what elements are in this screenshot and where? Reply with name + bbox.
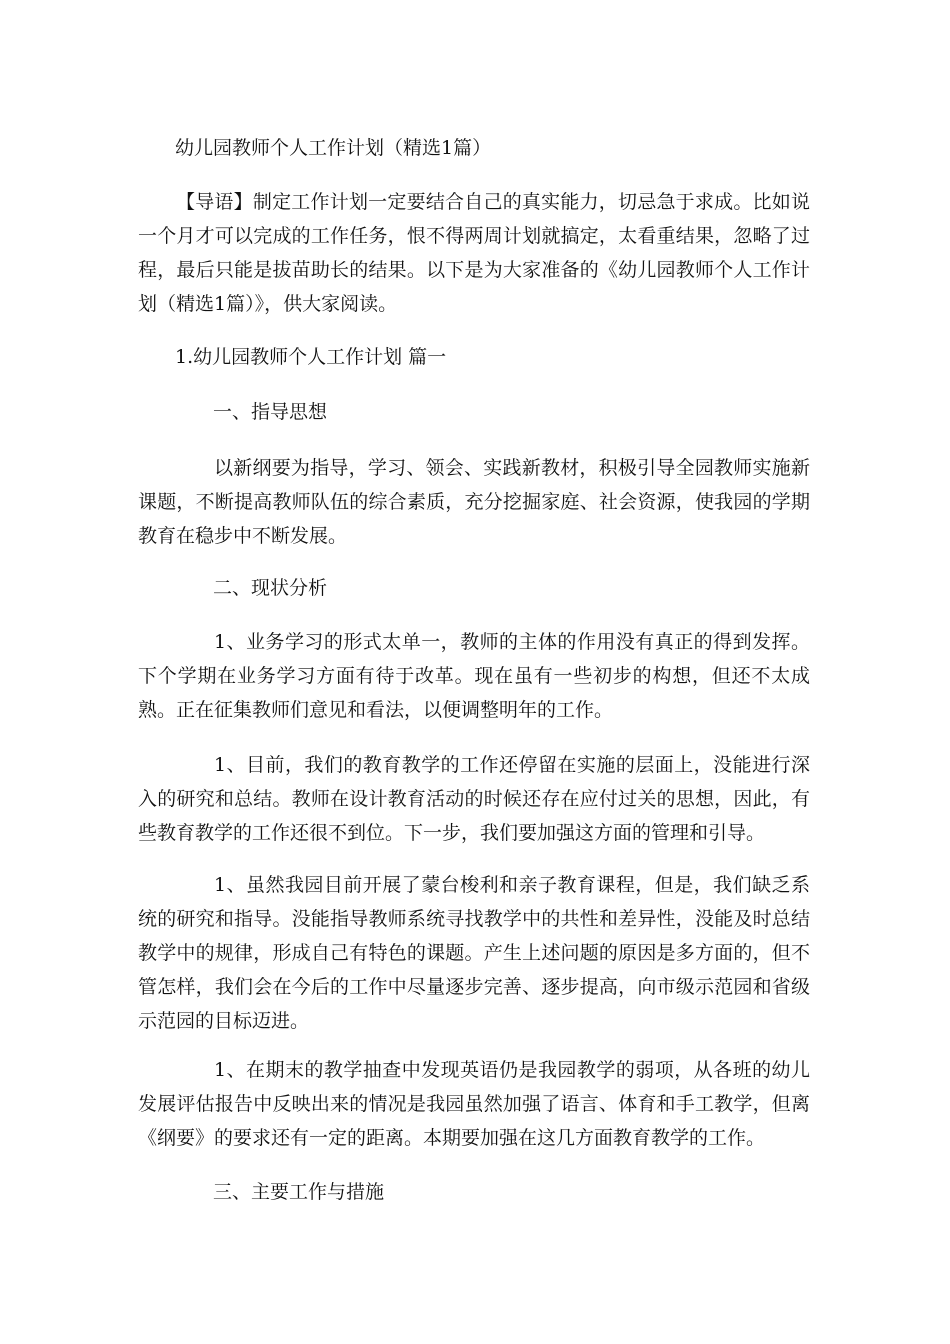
paragraph-status-3: 1、虽然我园目前开展了蒙台梭利和亲子教育课程，但是，我们缺乏系统的研究和指导。没能指导教师系统寻找教学中的共性和差异性，没能及时总结教学中的规律，形成自己有特色的课题。产生上述问题的原因是多方面的，但不管怎样，我们会在今后的工作中尽量逐步完善、逐步提高，向市级示范园和省级示范园的目标迈进。 [138, 874, 810, 1032]
heading-main-work: 三、主要工作与措施 [213, 1181, 385, 1203]
document-title: 幼儿园教师个人工作计划（精选1篇） [175, 137, 492, 159]
heading-guiding-ideology: 一、指导思想 [213, 401, 328, 423]
paragraph-guiding-ideology: 以新纲要为指导，学习、领会、实践新教材，积极引导全园教师实施新课题，不断提高教师队伍的综合素质，充分挖掘家庭、社会资源，使我园的学期教育在稳步中不断发展。 [138, 457, 810, 547]
paragraph-status-4: 1、在期末的教学抽查中发现英语仍是我园教学的弱项，从各班的幼儿发展评估报告中反映出来的情况是我园虽然加强了语言、体育和手工教学，但离《纲要》的要求还有一定的距离。本期要加强在这几方面教育教学的工作。 [138, 1059, 810, 1149]
paragraph-status-1: 1、业务学习的形式太单一，教师的主体的作用没有真正的得到发挥。下个学期在业务学习方面有待于改革。现在虽有一些初步的构想，但还不太成熟。正在征集教师们意见和看法，以便调整明年的工作。 [138, 631, 810, 721]
section-title: 1.幼儿园教师个人工作计划 篇一 [175, 346, 447, 368]
heading-status-analysis: 二、现状分析 [213, 577, 328, 599]
intro-paragraph: 【导语】制定工作计划一定要结合自己的真实能力，切忌急于求成。比如说一个月才可以完成的工作任务，恨不得两周计划就搞定，太看重结果，忽略了过程，最后只能是拔苗助长的结果。以下是为大家准备的《幼儿园教师个人工作计划（精选1篇）》，供大家阅读。 [138, 191, 810, 315]
paragraph-status-2: 1、目前，我们的教育教学的工作还停留在实施的层面上，没能进行深入的研究和总结。教师在设计教育活动的时候还存在应付过关的思想，因此，有些教育教学的工作还很不到位。下一步，我们要加强这方面的管理和引导。 [138, 754, 810, 844]
